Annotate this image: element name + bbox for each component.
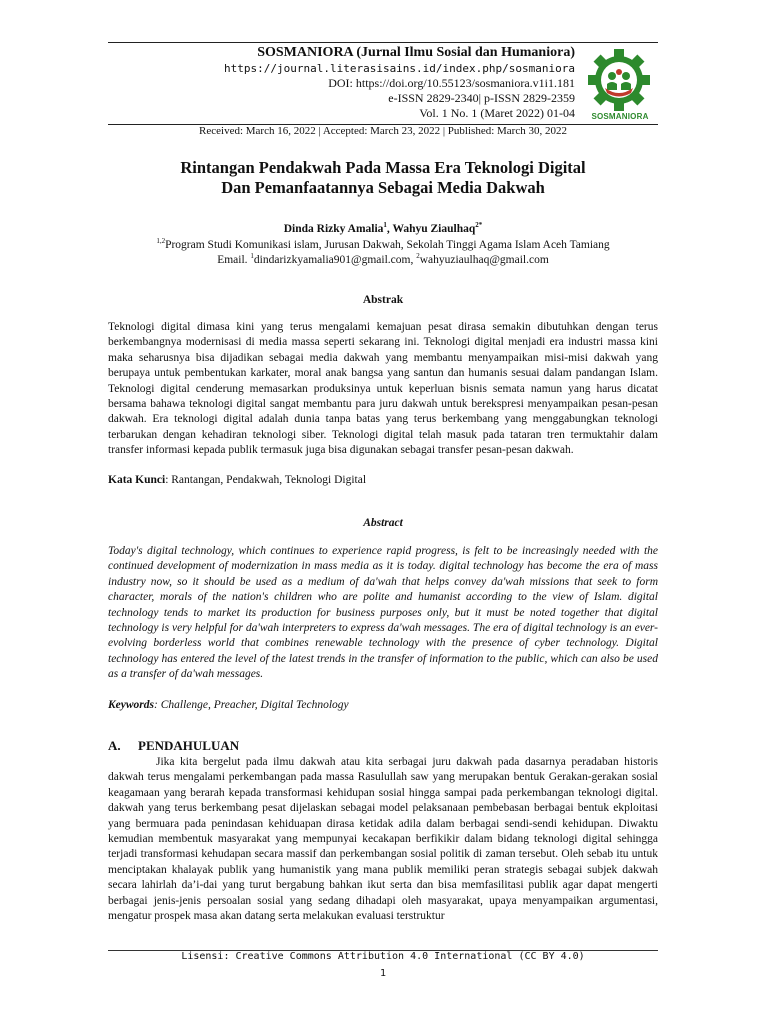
sosmaniora-logo-icon (584, 48, 654, 120)
title-line-2: Dan Pemanfaatannya Sebagai Media Dakwah (221, 178, 545, 197)
kata-kunci (108, 474, 658, 486)
section-number: A. (108, 738, 121, 753)
section-title: PENDAHULUAN (138, 738, 240, 753)
keywords-label: Keywords (108, 699, 154, 711)
kata-kunci-text: : Rantangan, Pendakwah, Teknologi Digital (165, 474, 367, 486)
affiliation-text: Program Studi Komunikasi islam, Jurusan Dakwah, Sekolah Tinggi Agama Islam Aceh Tamiang (165, 239, 610, 251)
author-superscript: 2* (475, 221, 483, 230)
section-heading-pendahuluan (108, 738, 239, 754)
abstrak-text: Teknologi digital dimasa kini yang terus mengalami kemajuan pesat dirasa semakin dibutuhkan dengan terus berkembangnya modernisasi di media massa seperti sekarang ini. Teknologi digital menjadi era industri massa kini maka seharusnya bisa dijadikan sebagai media dakwah yang membantu menyampaikan misi-misi dakwah yang berupaya untuk pembentukan karkater, moral anak bangsa yang santun dan humanis sesuai dalam pandangan Islam. Teknologi digital cenderung memasarkan produksinya untuk keperluan bisnis semata namun yang harus dicatat bersama bahawa teknologi digital sangat membantu para juru dakwah untuk berekspresi menyampaikan pesan-pesan dakwah. Era teknologi digital adalah dunia tanpa batas yang terus berkembang yang menggabungkan teknologi terbarukan dengan kehadiran teknologi siber. Teknologi digital telah masuk pada tataran tren termuktahir dalam transfer informasi kepada publik termasuk juga bisa digunakan sebagai transfer pesan-pesan dakwah. (108, 321, 658, 457)
license-text[interactable]: Lisensi: Creative Commons Attribution 4.0 International (CC BY 4.0) (181, 951, 585, 962)
kata-kunci-label: Kata Kunci (108, 474, 166, 486)
keywords-text: : Challenge, Preacher, Digital Technology (154, 699, 349, 711)
email-label: Email. (217, 254, 251, 266)
journal-title: SOSMANIORA (Jurnal Ilmu Sosial dan Humaniora) (257, 45, 575, 60)
author-name: Wahyu Ziaulhaq (392, 223, 476, 235)
author-affiliation (108, 238, 658, 268)
affiliation-superscript: 1,2 (156, 237, 166, 246)
title-line-1: Rintangan Pendakwah Pada Massa Era Teknologi Digital (180, 158, 586, 177)
logo-wordmark: SOSMANIORA (591, 112, 649, 121)
keywords (108, 699, 658, 711)
journal-doi[interactable]: DOI: https://doi.org/10.55123/sosmaniora.v1i1.181 (328, 76, 575, 90)
header-top-rule (108, 42, 658, 43)
page-number: 1 (379, 968, 387, 979)
abstrak-heading: Abstrak (362, 294, 404, 306)
intro-text: Jika kita bergelut pada ilmu dakwah atau kita serbagai juru dakwah pada dasarnya peradaban historis dakwah terus mengalami perkembangan pada massa Rasulullah saw yang merupakan bentuk Gerakan-gerakan sosial keagamaan yang berarah kepada transformasi kehidupan sosial hingga sampai pada perkembangan teknologi digital. dakwah yang terus berkembang pesat dijelaskan sebagai model pelaksanaan pembebasan berbagai bentuk ekploitasi yang bermuara pada penindasan kehiduapan dirasa ketidak adila dalam berbagai sendi-sendi kehidupan. Diwaktu kemudian membentuk masyarakat yang mempunyai kecakapan berfikikir dalam bidang teknologi digital sehingga terjadi transformasi kehudapan secara massif dan perkembangan sosial politik di zaman tersebut. Oleh sebab itu untuk menciptakan khalayak publik yang humanistik yang mana publik memiliki peran strategis sebagai subjek dakwah secara lahirlah da’i-dai yang turut bergabung bahkan ikut serta dan bisa memfasilitasi publik agar dapat mengerti berbagai jenis-jenis persoalan sosial yang sedang dihadapi oleh masyarakat, upaya menyampaikan argumentasi, mengatur prospek masa akan datang serta melakukan evaluasi terstruktur (108, 756, 658, 923)
journal-volume: Vol. 1 No. 1 (Maret 2022) 01-04 (419, 106, 575, 120)
email-link[interactable]: dindarizkyamalia901@gmail.com, (253, 254, 417, 266)
author-superscript: 1 (383, 221, 387, 230)
journal-issn: e-ISSN 2829-2340| p-ISSN 2829-2359 (388, 91, 575, 105)
email-link[interactable]: wahyuziaulhaq@gmail.com (419, 254, 549, 266)
journal-header (224, 44, 575, 121)
article-title (108, 158, 658, 198)
email-superscript: 2 (416, 252, 420, 261)
author-list (108, 223, 658, 235)
abstract-heading: Abstract (363, 517, 403, 529)
publication-dates: Received: March 16, 2022 | Accepted: March 23, 2022 | Published: March 30, 2022 (199, 125, 567, 137)
email-line (108, 253, 658, 268)
email-superscript: 1 (250, 252, 254, 261)
journal-url[interactable]: https://journal.literasisains.id/index.php/sosmaniora (224, 62, 575, 75)
affiliation-line (108, 238, 658, 253)
author-separator: , (386, 223, 393, 235)
abstract-text: Today's digital technology, which continues to experience rapid progress, is felt to be increasingly needed with the continued development of modernization in mass media as it is today. digital technology has become the era of mass industry now, so it should be used as a medium of da'wah that helps convey da'wah missions that seek to form character, morals of the nation's children who are polite and humanist according to the view of Islam. digital technology tends to market its production for business purposes only, but it must be noted together that digital technology is very helpful for da'wah interpreters to express da'wah messages. The era of digital technology is an ever-evolving borderless world that combines renewable technology with the presence of cyber technology. Digital technology has entered the level of the latest trends in the transfer of information to the public, which can also be used as a transfer of da'wah messages. (108, 545, 658, 681)
author-name: Dinda Rizky Amalia (283, 223, 384, 235)
